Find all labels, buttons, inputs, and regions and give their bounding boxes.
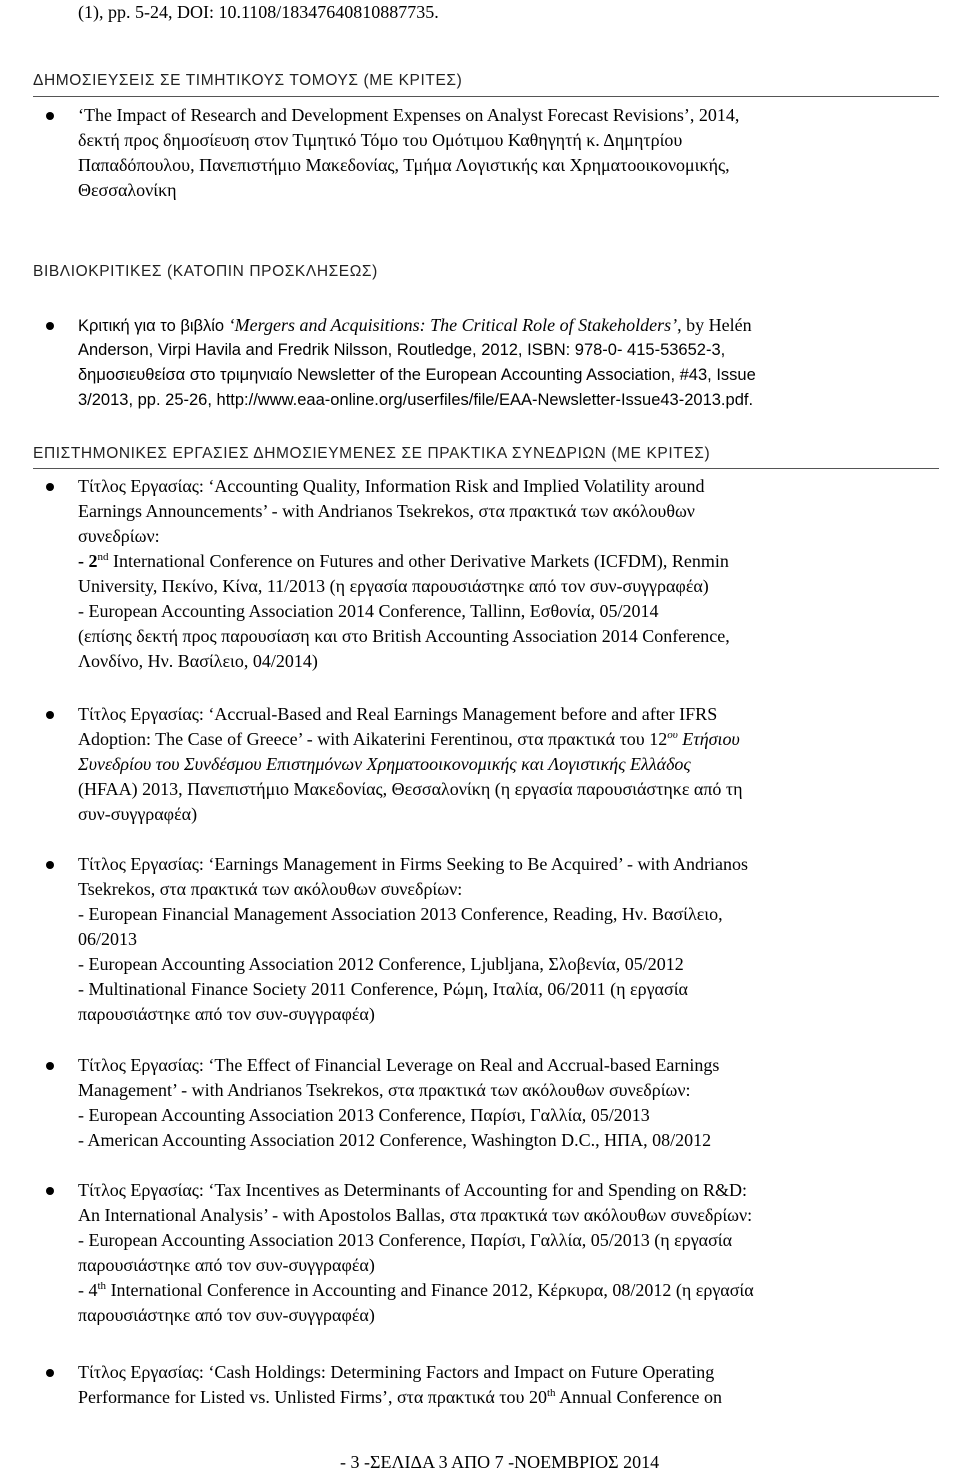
bullet-icon: [46, 1062, 54, 1070]
list-item-conference-paper-6: Τίτλος Εργασίας: ‘Cash Holdings: Determining Factors and Impact on Future Operating Performance for Listed vs. Unlisted Firms’, στα πρακτικά του 20th Annual Conference on: [78, 1362, 722, 1407]
list-item-conference-paper-2: Τίτλος Εργασίας: ‘Accrual-Based and Real Earnings Management before and after IFRS Adoption: The Case of Greece’ - with Aikaterini Ferentinou, στα πρακτικά του $12^{o\upsilon}$ Ετήσιου Συνεδρίου του Συνδέσμου Επιστημόνων Χρηματοοικονομικής και Λογιστικής Ελλάδος (HFAA) 2013, Πανεπιστήμιο Μακεδονίας, Θεσσαλονίκη (η εργασία παρουσιάστηκε από τη συν-συγγραφέα): [78, 704, 743, 824]
section-rule: [33, 96, 939, 97]
page-footer: - 3 -ΣΕΛΙΔΑ 3 ΑΠΟ 7 -ΝΟΕΜΒΡΙΟΣ 2014: [340, 1452, 660, 1471]
list-item-conference-paper-3: Τίτλος Εργασίας: ‘Earnings Management in Firms Seeking to Be Acquired’ - with Andrianos Tsekrekos, στα πρακτικά των ακόλουθων συνεδρίων: - European Financial Management Association 2013 Conference, Reading, Ην. Βασίλειο, 06/2013 - European Accounting Association 2012 Conference, Ljubljana, Σλοβενία, 05/2012 - Multinational Finance Society 2011 Conference, Ρώμη, Ιταλία, 06/2011 (η εργασία παρουσιάστηκε από τον συν-συγγραφέα): [78, 854, 748, 1024]
continued-reference-line: (1), pp. 5-24, DOI: 10.1108/18347640810887735.: [78, 2, 439, 22]
bullet-icon: [46, 1187, 54, 1195]
list-item-conference-paper-4: Τίτλος Εργασίας: ‘The Effect of Financial Leverage on Real and Accrual-based Earnings Management’ - with Andrianos Tsekrekos, στα πρακτικά των ακόλουθων συνεδρίων: - European Accounting Association 2013 Conference, Παρίσι, Γαλλία, 05/2013 - American Accounting Association 2012 Conference, Washington D.C., ΗΠΑ, 08/2012: [78, 1055, 720, 1150]
list-item-conference-paper-1: Τίτλος Εργασίας: ‘Accounting Quality, Information Risk and Implied Volatility around Earnings Announcements’ - with Andrianos Tsekrekos, στα πρακτικά των ακόλουθων συνεδρίων: - 2nd International Conference on Futures and other Derivative Markets (ICFDM), Renmin University, Πεκίνο, Κίνα, 11/2013 (η εργασία παρουσιάστηκε από τον συν-συγγραφέα) - European Accounting Association 2014 Conference, Tallinn, Εσθονία, 05/2014 (επίσης δεκτή προς παρουσίαση και στο British Accounting Association 2014 Conference, Λονδίνο, Ην. Βασίλειο, 04/2014): [78, 476, 730, 671]
section-heading-conference-papers: ΕΠΙΣΤΗΜΟΝΙΚΕΣ ΕΡΓΑΣΙΕΣ ΔΗΜΟΣΙΕΥΜΕΝΕΣ ΣΕ ΠΡΑΚΤΙΚΑ ΣΥΝΕΔΡΙΩΝ (ΜΕ ΚΡΙΤΕΣ): [33, 445, 711, 462]
bullet-icon: [46, 112, 54, 120]
bullet-icon: [46, 483, 54, 491]
section-rule: [33, 468, 939, 469]
list-item-refereed-volume: ‘The Impact of Research and Development Expenses on Analyst Forecast Revisions’, 2014, δεκτή προς δημοσίευση στον Τιμητικό Τόμο του Ομότιμου Καθηγητή κ. Δημητρίου Παπαδόπουλου, Πανεπιστήμιο Μακεδονίας, Τμήμα Λογιστικής και Χρηματοοικονομικής, Θεσσαλονίκη: [78, 105, 740, 200]
bullet-icon: [46, 711, 54, 719]
section-heading-refereed-volumes: ΔΗΜΟΣΙΕΥΣΕΙΣ ΣΕ ΤΙΜΗΤΙΚΟΥΣ ΤΟΜΟΥΣ (ΜΕ ΚΡΙΤΕΣ): [33, 72, 463, 89]
bullet-icon: [46, 861, 54, 869]
section-heading-book-reviews: ΒΙΒΛΙΟΚΡΙΤΙΚΕΣ (ΚΑΤΟΠΙΝ ΠΡΟΣΚΛΗΣΕΩΣ): [33, 263, 378, 280]
list-item-conference-paper-5: Τίτλος Εργασίας: ‘Tax Incentives as Determinants of Accounting for and Spending on R&D: An International Analysis’ - with Apostolos Ballas, στα πρακτικά των ακόλουθων συνεδρίων: - European Accounting Association 2013 Conference, Παρίσι, Γαλλία, 05/2013 (η εργασία παρουσιάστηκε από τον συν-συγγραφέα) - 4th International Conference in Accounting and Finance 2012, Κέρκυρα, 08/2012 (η εργασία παρουσιάστηκε από τον συν-συγγραφέα): [78, 1180, 754, 1325]
bullet-icon: [46, 322, 54, 330]
list-item-book-review: Κριτική για το βιβλίο ‘Mergers and Acquisitions: The Critical Role of Stakeholders’, by Helén Anderson, Virpi Havila and Fredrik Nilsson, Routledge, 2012, ISBN: 978-0- 415-53652-3, δημοσιευθείσα στο τριμηνιαίο Newsletter of the European Accounting Association, #43, Issue 3/2013, pp. 25-26, http://www.eaa-online.org/userfiles/file/EAA-Newsletter-Issue43-2013.pdf.: [78, 315, 756, 409]
bullet-icon: [46, 1369, 54, 1377]
